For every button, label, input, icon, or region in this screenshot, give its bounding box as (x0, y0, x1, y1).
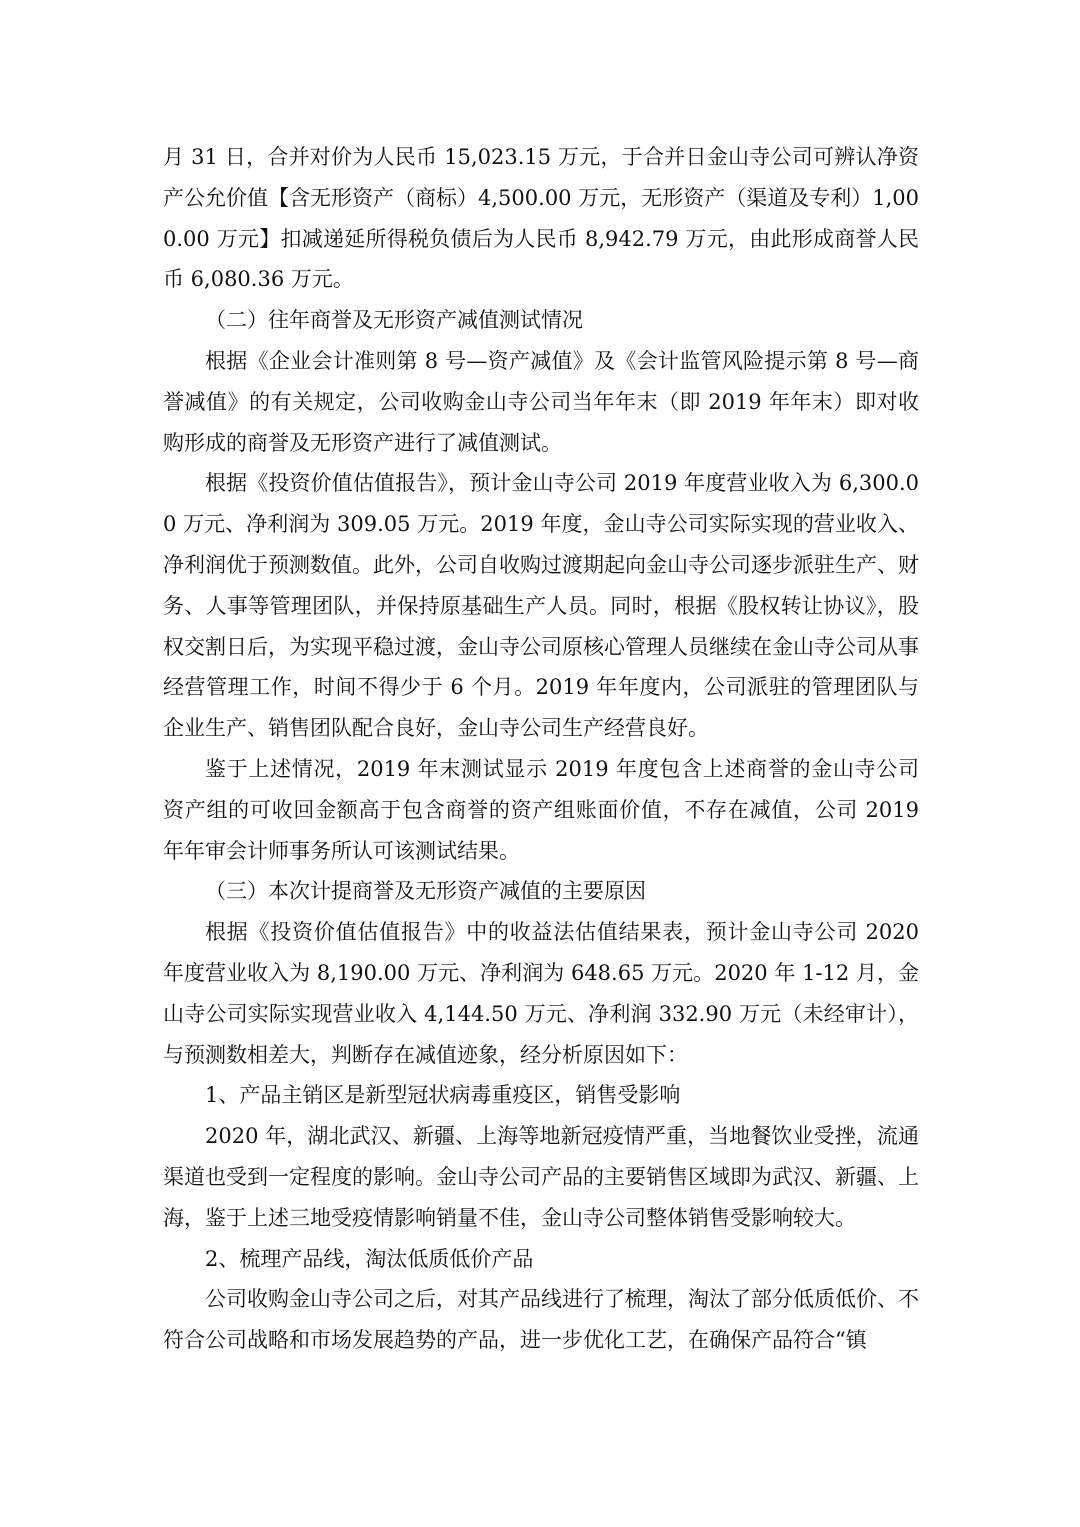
paragraph-standards: 根据《企业会计准则第 8 号—资产减值》及《会计监管风险提示第 8 号—商誉减值》的有关规定，公司收购金山寺公司当年年末（即 2019 年年末）即对收购形成的商誉及无形资产进行了减值测试。 (163, 348, 919, 455)
document-body (163, 137, 919, 1361)
section-heading-prior-tests: （二）往年商誉及无形资产减值测试情况 (205, 308, 583, 333)
section-heading-impairment-reasons: （三）本次计提商誉及无形资产减值的主要原因 (205, 879, 646, 904)
subheading-reason-2: 2、梳理产品线，淘汰低质低价产品 (205, 1246, 534, 1271)
paragraph-consideration: 月 31 日，合并对价为人民币 15,023.15 万元，于合并日金山寺公司可辨认净资产公允价值【含无形资产（商标）4,500.00 万元，无形资产（渠道及专利）1,000.00 万元】扣减递延所得税负债后为人民币 8,942.79 万元，由此形成商誉人民币 6,080.36 万元。 (163, 145, 919, 292)
paragraph-reason-2: 公司收购金山寺公司之后，对其产品线进行了梳理，淘汰了部分低质低价、不符合公司战略和市场发展趋势的产品，进一步优化工艺，在确保产品符合“镇 (163, 1287, 919, 1353)
subheading-reason-1: 1、产品主销区是新型冠状病毒重疫区，销售受影响 (205, 1083, 681, 1108)
paragraph-reason-1: 2020 年，湖北武汉、新疆、上海等地新冠疫情严重，当地餐饮业受挫，流通渠道也受到一定程度的影响。金山寺公司产品的主要销售区域即为武汉、新疆、上海，鉴于上述三地受疫情影响销量不佳，金山寺公司整体销售受影响较大。 (163, 1124, 919, 1230)
paragraph-2020-forecast: 根据《投资价值估值报告》中的收益法估值结果表，预计金山寺公司 2020 年度营业收入为 8,190.00 万元、净利润为 648.65 万元。2020 年 1-12 月，金山寺公司实际实现营业收入 4,144.50 万元、净利润 332.90 万元（未经审计），与预测数相差大，判断存在减值迹象，经分析原因如下： (163, 920, 919, 1067)
paragraph-2019-conclusion: 鉴于上述情况，2019 年末测试显示 2019 年度包含上述商誉的金山寺公司资产组的可收回金额高于包含商誉的资产组账面价值，不存在减值，公司 2019 年年审会计师事务所认可该测试结果。 (163, 756, 919, 863)
paragraph-2019-forecast: 根据《投资价值估值报告》，预计金山寺公司 2019 年度营业收入为 6,300.00 万元、净利润为 309.05 万元。2019 年度，金山寺公司实际实现的营业收入、净利润优于预测数值。此外，公司自收购过渡期起向金山寺公司逐步派驻生产、财务、人事等管理团队，并保持原基础生产人员。同时，根据《股权转让协议》，股权交割日后，为实现平稳过渡，金山寺公司原核心管理人员继续在金山寺公司从事经营管理工作，时间不得少于 6 个月。2019 年年度内，公司派驻的管理团队与企业生产、销售团队配合良好，金山寺公司生产经营良好。 (163, 471, 919, 741)
